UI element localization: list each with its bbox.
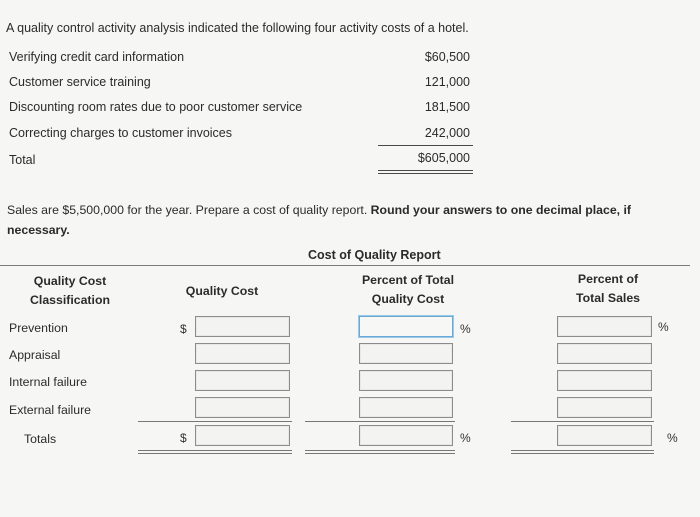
percent-symbol-sales-totals: % (667, 431, 678, 445)
pct-total-double-rule-top (305, 450, 455, 451)
activity-value-1: 121,000 (424, 75, 470, 89)
instructions-text: Sales are $5,500,000 for the year. Prepare a cost of quality report. (7, 203, 371, 217)
currency-symbol-prevention: $ (180, 322, 187, 336)
pct-sales-input-external-failure[interactable] (557, 397, 652, 418)
total-double-rule-bottom (378, 173, 473, 174)
row-label-external-failure: External failure (9, 403, 92, 417)
header-classification (10, 272, 130, 310)
problem-intro: A quality control activity analysis indicated the following four activity costs of a hotel. (6, 21, 469, 35)
header-classification-line2: Classification (30, 293, 110, 307)
row-label-totals: Totals (24, 432, 57, 446)
activity-value-0: $60,500 (424, 50, 470, 64)
percent-symbol-sales-prevention: % (658, 320, 669, 334)
header-pct-total (348, 271, 468, 309)
row-label-internal-failure: Internal failure (9, 375, 87, 389)
activity-value-3: 242,000 (424, 126, 470, 140)
header-top-rule (0, 265, 690, 266)
activity-label-0: Verifying credit card information (9, 50, 185, 64)
pct-sales-input-internal-failure[interactable] (557, 370, 652, 391)
currency-symbol-totals: $ (180, 431, 187, 445)
activity-label-1: Customer service training (9, 75, 151, 89)
quality-cost-input-totals[interactable] (195, 425, 290, 446)
pct-total-double-rule-bottom (305, 453, 455, 454)
pct-total-input-internal-failure[interactable] (359, 370, 453, 391)
pct-sales-input-totals[interactable] (557, 425, 652, 446)
header-pct-sales-line1: Percent of (577, 272, 639, 286)
quality-cost-double-rule-top (138, 450, 292, 451)
header-classification-line1: Quality Cost (33, 274, 107, 288)
instructions-bold: Round your answers to one decimal place, if necessary. (7, 203, 632, 237)
header-quality-cost: Quality Cost (185, 284, 259, 298)
quality-cost-input-prevention[interactable] (195, 316, 290, 337)
pct-total-subtotal-rule (305, 421, 455, 422)
subtotal-rule (378, 145, 473, 146)
pct-total-input-external-failure[interactable] (359, 397, 453, 418)
header-pct-total-line2: Quality Cost (371, 292, 445, 306)
instructions (7, 200, 687, 240)
quality-cost-double-rule-bottom (138, 453, 292, 454)
pct-sales-input-appraisal[interactable] (557, 343, 652, 364)
row-label-appraisal: Appraisal (9, 348, 61, 362)
quality-cost-input-internal-failure[interactable] (195, 370, 290, 391)
total-value: $605,000 (417, 151, 470, 165)
pct-sales-double-rule-bottom (511, 453, 654, 454)
quality-cost-input-appraisal[interactable] (195, 343, 290, 364)
header-pct-total-line1: Percent of Total (361, 273, 454, 287)
report-title: Cost of Quality Report (308, 248, 441, 262)
quality-cost-subtotal-rule (138, 421, 292, 422)
total-label: Total (9, 153, 36, 167)
total-double-rule-top (378, 170, 473, 171)
pct-sales-input-prevention[interactable] (557, 316, 652, 337)
activity-label-3: Correcting charges to customer invoices (9, 126, 233, 140)
pct-sales-subtotal-rule (511, 421, 654, 422)
activity-label-2: Discounting room rates due to poor customer service (9, 100, 303, 114)
percent-symbol-total-totals: % (460, 431, 471, 445)
pct-total-input-totals[interactable] (359, 425, 453, 446)
activity-value-2: 181,500 (424, 100, 470, 114)
quality-cost-input-external-failure[interactable] (195, 397, 290, 418)
percent-symbol-total-prevention: % (460, 322, 471, 336)
header-pct-sales (552, 270, 664, 308)
pct-sales-double-rule-top (511, 450, 654, 451)
row-label-prevention: Prevention (9, 321, 68, 335)
pct-total-input-appraisal[interactable] (359, 343, 453, 364)
header-pct-sales-line2: Total Sales (575, 291, 640, 305)
pct-total-input-prevention[interactable] (359, 316, 453, 337)
